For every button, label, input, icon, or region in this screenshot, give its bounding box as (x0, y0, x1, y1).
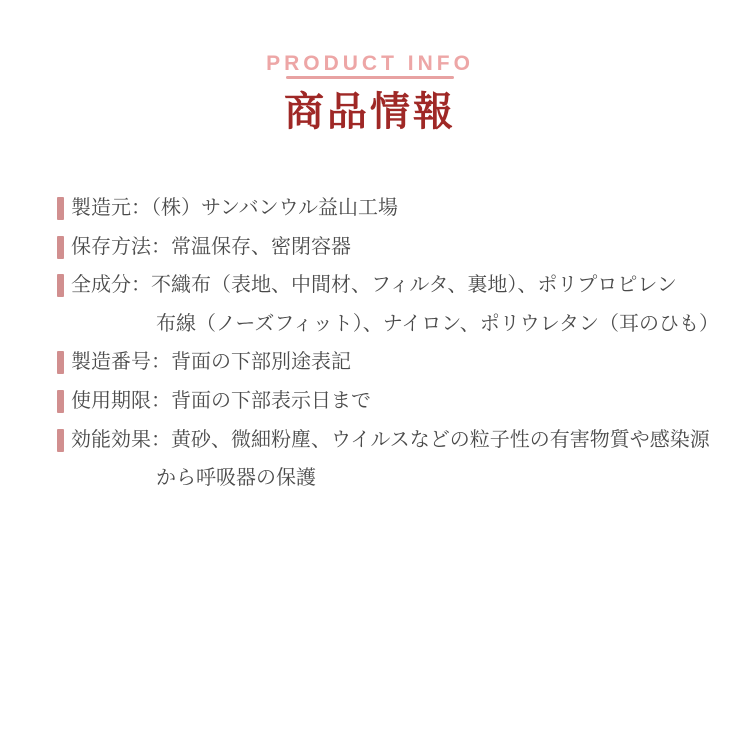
info-value: 不織布（表地、中間材、フィルタ、裏地）、ポリプロピレン (151, 274, 677, 297)
info-row-manufacturer (57, 189, 720, 228)
info-row-expiry (57, 382, 720, 421)
product-info-list (57, 189, 720, 498)
bullet-bar (57, 236, 64, 259)
info-value-continued: から呼吸器の保護 (156, 467, 316, 490)
info-row-content (71, 382, 371, 421)
bullet-bar (57, 390, 64, 413)
bullet-bar (57, 351, 64, 374)
info-row-content (71, 266, 719, 343)
page-title: 商品情報 (284, 90, 456, 134)
info-label: 製造番号： (71, 351, 171, 374)
info-row-efficacy (57, 421, 720, 498)
info-row-content (71, 189, 398, 228)
info-value: 背面の下部別途表記 (171, 351, 351, 374)
info-value: 常温保存、密閉容器 (171, 235, 351, 258)
eyebrow-underline (286, 76, 454, 79)
info-row-content (71, 421, 710, 498)
bullet-bar (57, 274, 64, 297)
info-value-continued: 布線（ノーズフィット）、ナイロン、ポリウレタン（耳のひも） (156, 312, 719, 335)
info-label: 効能効果： (71, 428, 171, 451)
info-value: 背面の下部表示日まで (171, 389, 371, 412)
info-row-serial (57, 343, 720, 382)
info-row-content (71, 228, 351, 267)
info-row-ingredients (57, 266, 720, 343)
bullet-bar (57, 429, 64, 452)
info-label: 全成分： (71, 274, 151, 297)
info-label: 保存方法： (71, 235, 171, 258)
info-label: 使用期限： (71, 389, 171, 412)
eyebrow-text: PRODUCT INFO (266, 52, 474, 75)
header (0, 0, 740, 136)
info-row-storage (57, 228, 720, 267)
bullet-bar (57, 197, 64, 220)
info-value: （株）サンバンウル益山工場 (151, 197, 398, 219)
info-label: 製造元： (71, 197, 151, 219)
info-value: 黄砂、微細粉塵、ウイルスなどの粒子性の有害物質や感染源 (171, 428, 710, 451)
info-row-content (71, 343, 351, 382)
